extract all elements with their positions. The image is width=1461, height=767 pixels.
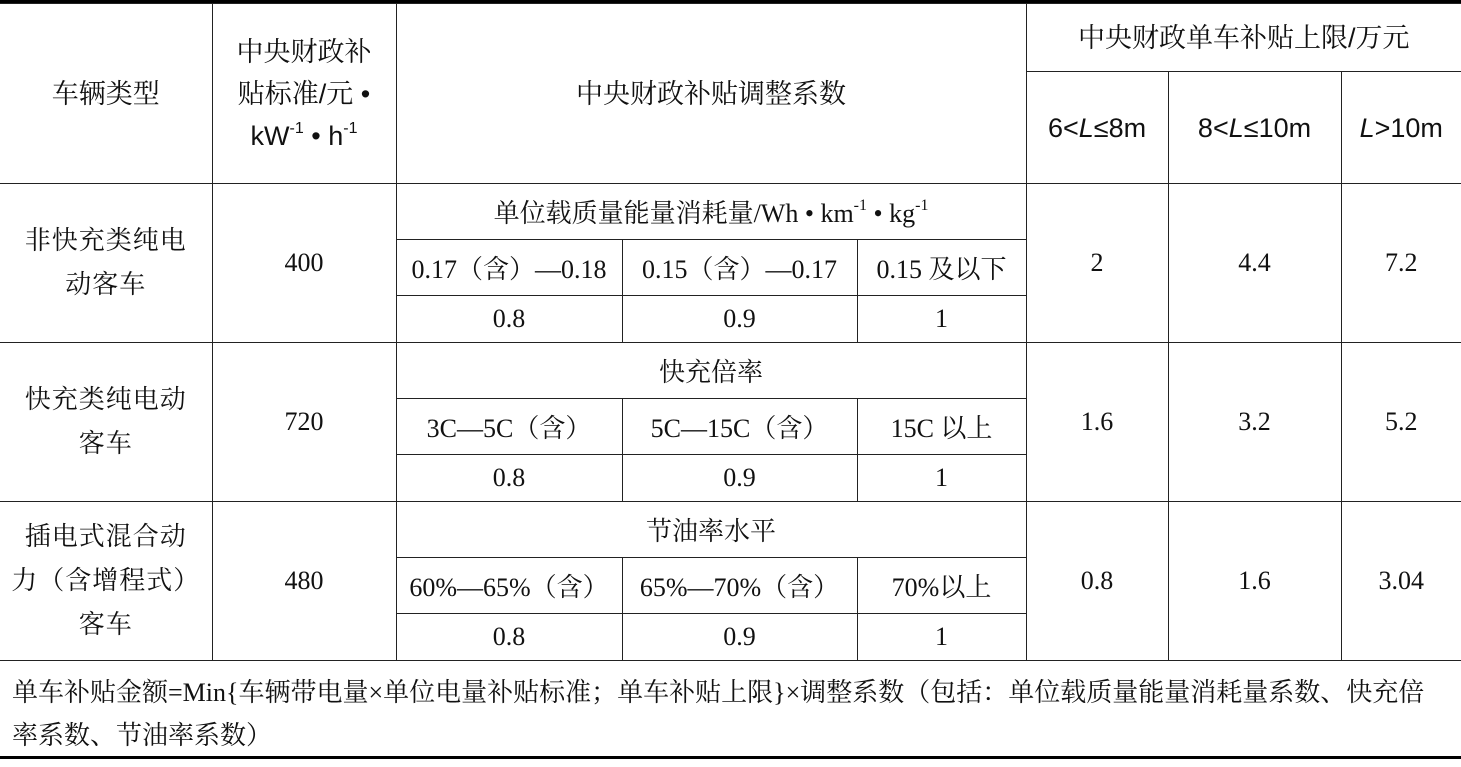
formula-row: [0, 661, 1461, 767]
group-1-cap-over-10m: 7.2: [1341, 184, 1461, 343]
header-subsidy-cap: 中央财政单车补贴上限/万元: [1026, 4, 1461, 72]
group-3-range-1: 60%—65%（含）: [396, 558, 622, 614]
group-3-standard: 480: [212, 502, 396, 661]
group-2-vehicle-type: 快充类纯电动 客车: [0, 343, 212, 502]
group-1-metric: 单位载质量能量消耗量/Wh • $km^{-1}$ • $kg^{-1}$: [396, 184, 1026, 240]
group-3-coefficient-1: 0.8: [396, 614, 622, 661]
header-cap-8-10m: 8<L≤10m: [1168, 72, 1341, 184]
group-3-coefficient-2: 0.9: [622, 614, 857, 661]
group-2-coefficient-1: 0.8: [396, 455, 622, 502]
header-cap-6-8m: 6<L≤8m: [1026, 72, 1168, 184]
group-2-cap-8-10m: 3.2: [1168, 343, 1341, 502]
subsidy-formula: 单车补贴金额=Min{车辆带电量×单位电量补贴标准；单车补贴上限}×调整系数（包括：单位载质量能量消耗量系数、快充倍率系数、节油率系数）: [0, 661, 1461, 767]
group-3-cap-6-8m: 0.8: [1026, 502, 1168, 661]
group-2-metric: 快充倍率: [396, 343, 1026, 399]
group-2-cap-6-8m: 1.6: [1026, 343, 1168, 502]
header-row-1: [0, 4, 1461, 72]
group-2-range-1: 3C—5C（含）: [396, 399, 622, 455]
group-3-cap-over-10m: 3.04: [1341, 502, 1461, 661]
group-1-cap-6-8m: 2: [1026, 184, 1168, 343]
group-1-coefficient-3: 1: [857, 296, 1026, 343]
unit-kw-exponent: -1: [290, 120, 304, 137]
group-1-standard: 400: [212, 184, 396, 343]
group-2-range-3: 15C 以上: [857, 399, 1026, 455]
header-standard-line-1: 中央财政补: [213, 31, 396, 73]
header-standard-line-2: 贴标准/元 •: [213, 73, 396, 115]
header-subsidy-standard: [212, 4, 396, 184]
subsidy-table: [0, 3, 1461, 767]
group-1-vehicle-type: 非快充类纯电 动客车: [0, 184, 212, 343]
header-vehicle-type: 车辆类型: [0, 4, 212, 184]
group-2-metric-row: [0, 343, 1461, 399]
group-1-range-3: 0.15 及以下: [857, 240, 1026, 296]
group-3-metric: 节油率水平: [396, 502, 1026, 558]
group-2-standard: 720: [212, 343, 396, 502]
bottom-rule: [0, 756, 1461, 759]
group-3-range-2: 65%—70%（含）: [622, 558, 857, 614]
header-adjustment-coefficient: 中央财政补贴调整系数: [396, 4, 1026, 184]
group-1-cap-8-10m: 4.4: [1168, 184, 1341, 343]
group-3-metric-row: [0, 502, 1461, 558]
header-standard-line-3: [213, 115, 396, 157]
unit-kw: kW: [251, 121, 290, 151]
group-1-coefficient-2: 0.9: [622, 296, 857, 343]
unit-h-exponent: -1: [343, 120, 357, 137]
group-3-range-3: 70%以上: [857, 558, 1026, 614]
group-1-coefficient-1: 0.8: [396, 296, 622, 343]
header-cap-over-10m: L>10m: [1341, 72, 1461, 184]
group-2-range-2: 5C—15C（含）: [622, 399, 857, 455]
group-3-cap-8-10m: 1.6: [1168, 502, 1341, 661]
group-1-range-2: 0.15（含）—0.17: [622, 240, 857, 296]
group-1-range-1: 0.17（含）—0.18: [396, 240, 622, 296]
group-2-coefficient-3: 1: [857, 455, 1026, 502]
unit-h: • h: [304, 121, 343, 151]
group-3-coefficient-3: 1: [857, 614, 1026, 661]
group-1-metric-row: [0, 184, 1461, 240]
group-3-vehicle-type: 插电式混合动 力（含增程式） 客车: [0, 502, 212, 661]
group-2-cap-over-10m: 5.2: [1341, 343, 1461, 502]
group-2-coefficient-2: 0.9: [622, 455, 857, 502]
